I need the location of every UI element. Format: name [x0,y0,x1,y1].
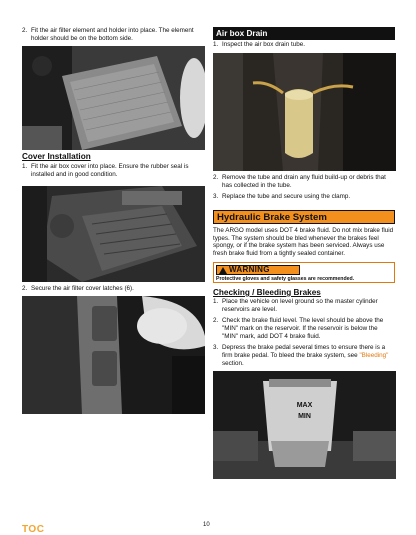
warning-banner [216,265,300,275]
step-item: 2. Check the brake fluid level. The level should be above the "MIN" mark on the reservoir. If the reservoir is below the "MIN" mark, add DOT 4 brake fluid. [213,317,384,340]
air-box-drain-heading: Air box Drain [213,27,395,40]
drain-tube-photo [213,53,396,171]
warning-box [213,262,395,283]
step-item: 3. Depress the brake pedal several times to ensure there is a firm brake pedal. To bleed the brake system, see "Bleeding" section. [213,344,389,367]
check-steps [213,298,394,371]
reservoir-marks [213,401,396,422]
drain-steps-2 [213,174,394,205]
reservoir-min-mark: MIN [298,412,311,420]
cover-steps-1 [22,163,203,182]
air-filter-steps [22,27,203,46]
page-number: 10 [203,522,210,528]
warning-note: Protective gloves and safety glasses are recommended. [216,276,355,282]
step-item: 2. Fit the air filter element and holder into place. The element holder should be on the bottom side. [22,27,194,42]
hydraulic-brake-heading: Hydraulic Brake System [213,210,395,224]
step-item: 1. Fit the air box cover into place. Ensure the rubber seal is installed and in good condition. [22,163,189,178]
cover-installation-heading: Cover Installation [22,152,91,161]
bleeding-section-link[interactable]: "Bleeding" [359,352,389,360]
drain-steps-1 [213,41,394,53]
step-item: 3. Replace the tube and secure using the clamp. [213,193,351,201]
step-item: 2. Secure the air filter cover latches (6). [22,285,134,292]
reservoir-max-mark: MAX [296,402,313,409]
air-filter-photo [22,46,205,150]
step-item: 1. Inspect the air box drain tube. [213,41,305,48]
warning-icon [219,267,227,274]
brake-reservoir-photo [213,371,396,479]
cover-steps-2 [22,285,203,297]
toc-link[interactable]: TOC [22,524,45,535]
checking-bleeding-heading: Checking / Bleeding Brakes [213,288,321,297]
brake-fluid-paragraph: The ARGO model uses DOT 4 brake fluid. Do not mix brake fluid types. The system should be bled whenever the brakes feel spongy, or if the brake system has been serviced. Always use fresh brake fluid from a tightly sealed container. [213,227,394,258]
air-box-cover-photo [22,186,205,282]
step-item: 1. Place the vehicle on level ground so the master cylinder reservoirs are level. [213,298,378,313]
cover-latch-photo [22,296,205,414]
step-item: 2. Remove the tube and drain any fluid build-up or debris that has collected in the tube. [213,174,386,189]
warning-label: WARNING [229,265,270,274]
